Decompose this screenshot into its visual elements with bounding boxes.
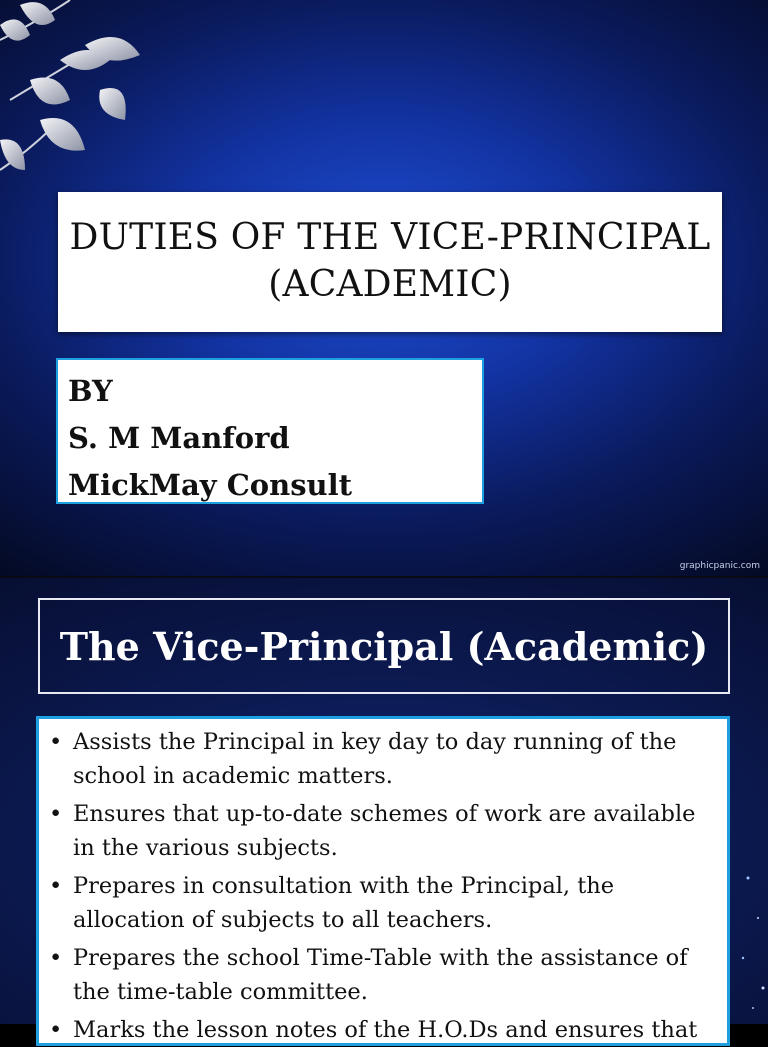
content-slide <box>0 578 768 1043</box>
bullet-text: Assists the Principal in key day to day running of the school in academic matters. <box>73 729 677 789</box>
heading-box <box>38 598 730 694</box>
bullet-icon: • <box>49 873 63 899</box>
list-item <box>47 1013 715 1047</box>
byline-by: BY <box>68 374 113 408</box>
list-item <box>47 797 715 865</box>
bullet-text: Marks the lesson notes of the H.O.Ds and ensures that <box>73 1017 698 1043</box>
bullet-text: Prepares in consultation with the Principal, the allocation of subjects to all teachers. <box>73 873 615 933</box>
list-item <box>47 941 715 1009</box>
content-box <box>36 716 730 1046</box>
bullet-icon: • <box>49 801 63 827</box>
watermark: graphicpanic.com <box>679 561 760 571</box>
bullet-icon: • <box>49 1017 63 1043</box>
bullet-list <box>47 725 715 1047</box>
slide-title: DUTIES OF THE VICE-PRINCIPAL (ACADEMIC) <box>69 217 711 305</box>
list-item <box>47 725 715 793</box>
slide-heading: The Vice-Principal (Academic) <box>59 623 709 669</box>
bullet-text: Ensures that up-to-date schemes of work are available in the various subjects. <box>73 801 696 861</box>
title-box <box>58 192 722 332</box>
byline-author: S. M Manford <box>68 421 290 455</box>
bullet-text: Prepares the school Time-Table with the assistance of the time-table committee. <box>73 945 688 1005</box>
bullet-icon: • <box>49 945 63 971</box>
leaves-decoration-icon <box>0 0 170 220</box>
bullet-icon: • <box>49 729 63 755</box>
byline-company: MickMay Consult <box>68 468 353 502</box>
byline-box <box>56 358 484 504</box>
list-item <box>47 869 715 937</box>
